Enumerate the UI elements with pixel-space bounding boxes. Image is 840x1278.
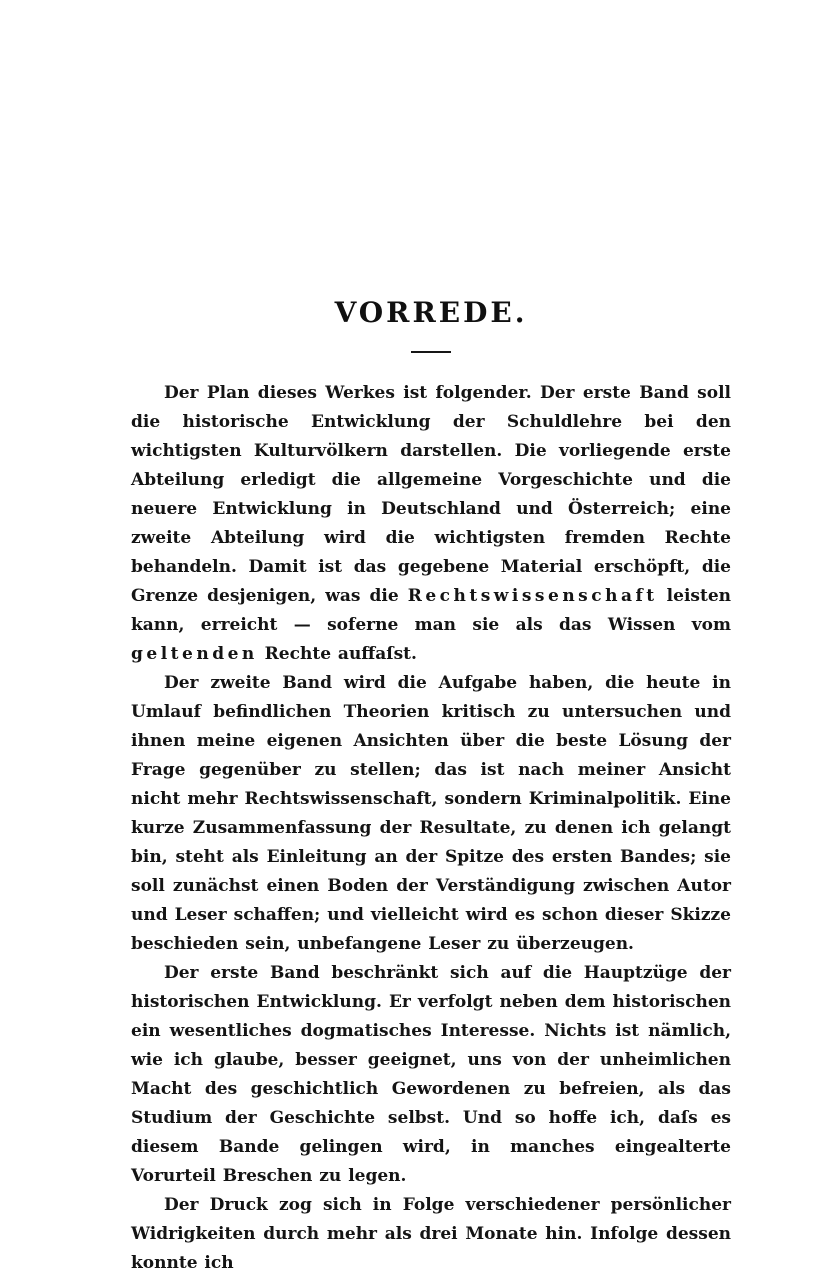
- paragraph: [131, 669, 731, 959]
- body-text: Rechte auffaſst.: [257, 644, 417, 664]
- paragraph: [131, 1191, 731, 1278]
- paragraph: [131, 379, 731, 669]
- body-text: Der erste Band beschränkt sich auf die Hauptzüge der historischen Entwicklung. Er verfolgt neben dem historischen ein wesentliches dogmatisches Interesse. Nichts ist nämlich, wie ich glaube, besser geeignet, uns von der unheimlichen Macht des geschichtlich Gewordenen zu befreien, als das Studium der Geschichte selbst. Und so hoffe ich, daſs es diesem Bande gelingen wird, in manches eingealterte Vorurteil Breschen zu legen.: [131, 963, 731, 1186]
- emphasized-text: geltenden: [131, 644, 258, 664]
- text-block: [131, 379, 731, 1278]
- body-text: Der Druck zog sich in Folge verschiedener persönlicher Widrigkeiten durch mehr als drei Monate hin. Infolge dessen konnte ich: [131, 1195, 731, 1273]
- title-rule: [411, 351, 451, 353]
- body-text: Der zweite Band wird die Aufgabe haben, die heute in Umlauf befindlichen Theorien kritisch zu untersuchen und ihnen meine eigenen Ansichten über die beste Lösung der Frage gegenüber zu stellen; das ist nach meiner Ansicht nicht mehr Rechtswissenschaft, sondern Kriminalpolitik. Eine kurze Zusammenfassung der Resultate, zu denen ich gelangt bin, steht als Einleitung an der Spitze des ersten Bandes; sie soll zunächst einen Boden der Verständigung zwischen Autor und Leser schaffen; und vielleicht wird es schon dieser Skizze beschieden sein, unbefangene Leser zu überzeugen.: [131, 673, 731, 954]
- emphasized-text: Rechtswissenschaft: [407, 586, 658, 606]
- page-title: VORREDE.: [334, 296, 528, 329]
- paragraph: [131, 959, 731, 1191]
- body-text: leisten kann, erreicht — soferne man sie als das Wissen vom: [131, 586, 732, 635]
- body-text: Der Plan dieses Werkes ist folgender. Der erste Band soll die historische Entwicklung der Schuldlehre bei den wichtigsten Kulturvölkern darstellen. Die vorliegende erste Abteilung erledigt die allgemeine Vorgeschichte und die neuere Entwicklung in Deutschland und Österreich; eine zweite Abteilung wird die wichtigsten fremden Rechte behandeln. Damit ist das gegebene Material erschöpft, die Grenze desjenigen, was die: [131, 383, 731, 606]
